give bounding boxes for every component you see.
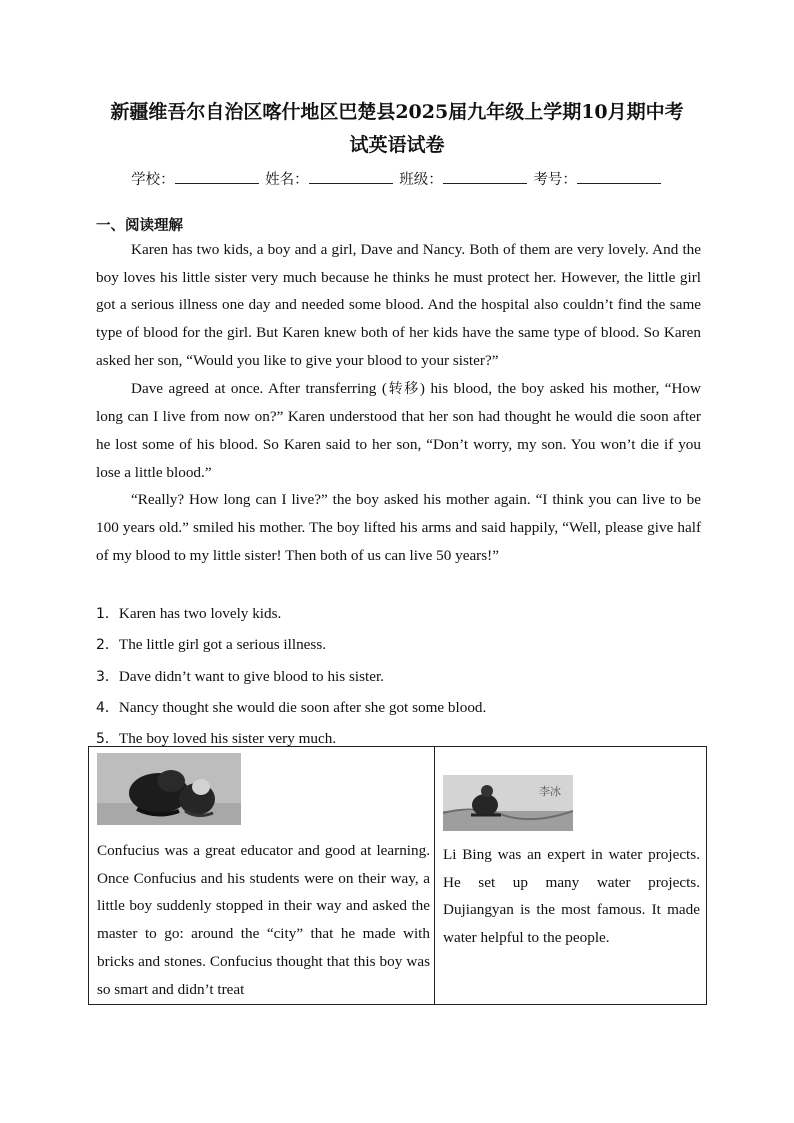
confucius-figure-illustration [97,753,241,825]
question-text: Nancy thought she would die soon after she got some blood. [118,698,487,716]
school-label: 学校： [131,172,175,188]
class-blank[interactable] [443,169,527,184]
reading-passage [96,236,701,569]
section-heading: 一、阅读理解 [96,218,183,234]
question-text: Dave didn’t want to give blood to his sister. [118,667,384,685]
li-bing-cell [443,775,700,952]
exam-number-blank[interactable] [577,169,661,184]
question-text: Karen has two lovely kids. [118,605,282,622]
title-line-1: 新疆维吾尔自治区喀什地区巴楚县2025届九年级上学期10月期中考 [110,101,684,123]
name-label: 姓名： [265,172,309,188]
question-number: 1． [96,606,119,622]
school-blank[interactable] [175,169,259,184]
exam-number-label: 考号： [533,172,577,188]
confucius-text: Confucius was a great educator and good at learning. Once Confucius and his students were on their way, a little boy suddenly stopped in their way and asked the master to go: around the “city” that he made with bricks and stones. Confucius thought that this boy was so smart and didn’t treat [97,842,430,998]
question-item [96,598,486,629]
class-label: 班级： [399,172,443,188]
passage-paragraph-3: “Really? How long can I live?” the boy asked his mother again. “I think you can live to be 100 years old.” smiled his mother. The boy lifted his arms and said happily, “Well, please give half of my blood to my little sister! Then both of us can live 50 years!” [96,491,701,564]
confucius-photo [97,753,241,825]
p2-part-a: Dave agreed at once. After transferring ( [131,379,387,397]
question-number: 3． [96,668,119,685]
li-bing-photo [443,775,573,831]
name-blank[interactable] [309,169,393,184]
student-info-line [0,168,794,189]
confucius-cell [97,753,430,1003]
li-bing-text: Li Bing was an expert in water projects. He set up many water projects. Dujiangyan is the most famous. It made water helpful to the people. [443,846,700,947]
question-number: 2． [96,637,119,654]
figures-table [88,746,707,1005]
p2-part-b: ) his blood, the boy asked his mother, “How long can I live from now on?” Karen understood that her son had thought he would die soon after he lost some of his blood. So Karen said to her son, “Don’t worry, my son. You won’t die if you lose a little blood.” [96,379,701,481]
p2-chinese-gloss: 转移 [386,380,420,397]
question-text: The boy loved his sister very much. [118,730,337,748]
question-number: 4． [96,699,119,716]
question-list [96,598,486,754]
li-bing-figure-illustration [443,775,573,831]
document-title [60,96,734,162]
question-number: 5． [96,731,119,748]
title-line-2: 试英语试卷 [349,134,445,156]
question-item [96,629,486,660]
table-column-divider [434,747,435,1004]
question-item [96,661,486,692]
question-item [96,692,486,723]
li-bing-photo-caption: 李冰 [539,785,561,798]
passage-paragraph-2 [96,375,701,487]
passage-paragraph-1: Karen has two kids, a boy and a girl, Dave and Nancy. Both of them are very lovely. And the boy loves his little sister very much because he thinks he must protect her. However, the little girl got a serious illness one day and needed some blood. And the hospital also couldn’t find the same type of blood for the girl. But Karen knew both of her kids have the same type of blood. So Karen asked her son, “Would you like to give your blood to your sister?” [96,241,701,369]
question-text: The little girl got a serious illness. [118,636,327,654]
